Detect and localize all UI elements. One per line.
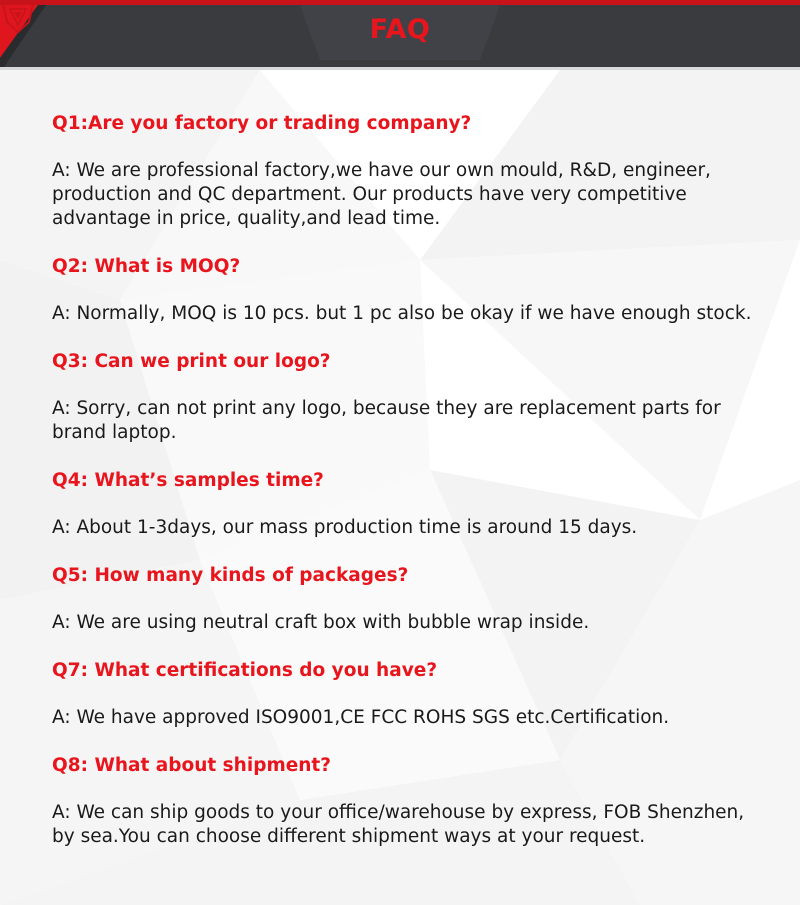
faq-answer: A: We are using neutral craft box with bubble wrap inside. <box>52 612 590 633</box>
faq-answer: A: Normally, MOQ is 10 pcs. but 1 pc also be okay if we have enough stock. <box>52 303 752 324</box>
faq-question: Q1:Are you factory or trading company? <box>52 113 472 134</box>
faq-item-q2 <box>52 255 772 326</box>
faq-question: Q3: Can we print our logo? <box>52 351 331 372</box>
faq-answer: A: About 1-3days, our mass production time is around 15 days. <box>52 517 638 538</box>
faq-item-q1 <box>52 112 772 231</box>
shield-logo-icon <box>0 0 36 34</box>
page-title: FAQ <box>369 14 431 45</box>
faq-item-q5 <box>52 564 772 635</box>
faq-item-q4 <box>52 469 772 540</box>
faq-item-q7 <box>52 659 772 730</box>
faq-answer: A: We are professional factory,we have our own mould, R&D, engineer, production and QC department. Our products have very competitive advantage in price, quality,and lead time. <box>52 160 711 229</box>
faq-question: Q8: What about shipment? <box>52 755 332 776</box>
faq-item-q8 <box>52 754 772 849</box>
faq-answer: A: Sorry, can not print any logo, because they are replacement parts for brand laptop. <box>52 398 721 443</box>
faq-answer: A: We can ship goods to your office/warehouse by express, FOB Shenzhen, by sea.You can choose different shipment ways at your request. <box>52 802 745 847</box>
faq-question: Q5: How many kinds of packages? <box>52 565 409 586</box>
faq-question: Q2: What is MOQ? <box>52 256 241 277</box>
faq-question: Q4: What’s samples time? <box>52 470 324 491</box>
faq-list <box>52 112 772 873</box>
page-header <box>0 0 800 70</box>
faq-item-q3 <box>52 350 772 445</box>
faq-question: Q7: What certifications do you have? <box>52 660 438 681</box>
faq-answer: A: We have approved ISO9001,CE FCC ROHS SGS etc.Certification. <box>52 707 670 728</box>
